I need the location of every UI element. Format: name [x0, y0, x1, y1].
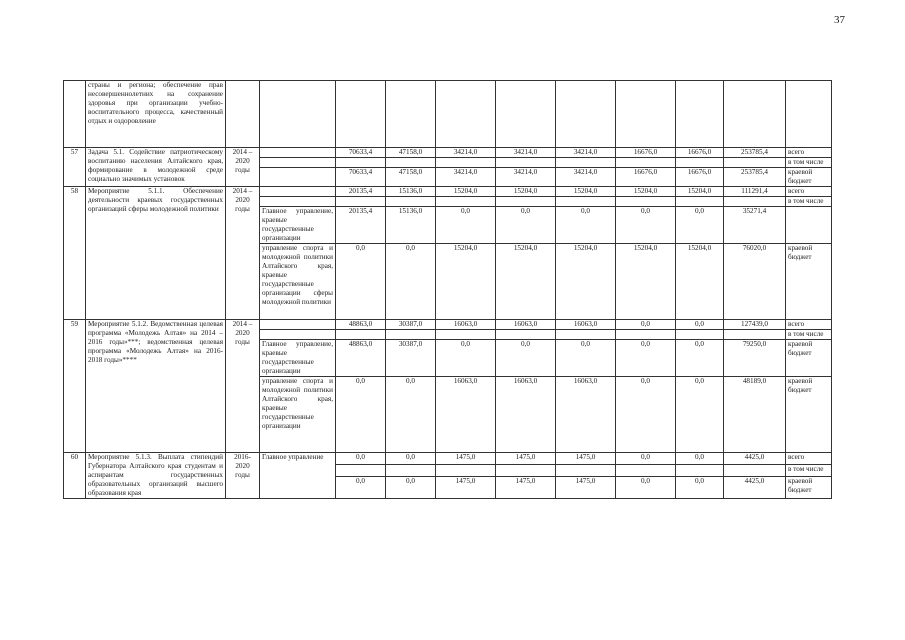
- row-number: 60: [64, 453, 86, 499]
- row-period: 2014 – 2020 годы: [226, 148, 260, 187]
- value-cell: 111291,4: [724, 187, 786, 197]
- value-cell: 16676,0: [616, 168, 676, 187]
- value-cell: 16676,0: [616, 148, 676, 158]
- value-cell: [556, 81, 616, 148]
- value-cell: [556, 197, 616, 207]
- value-cell: 34214,0: [556, 148, 616, 158]
- value-cell: 0,0: [556, 340, 616, 377]
- value-cell: 0,0: [676, 377, 724, 453]
- value-cell: 79250,0: [724, 340, 786, 377]
- funding-source: краевой бюджет: [786, 476, 832, 498]
- value-cell: 0,0: [496, 340, 556, 377]
- funding-source: всего: [786, 148, 832, 158]
- value-cell: [436, 158, 496, 168]
- value-cell: 0,0: [386, 476, 436, 498]
- value-cell: 0,0: [616, 476, 676, 498]
- program-table: [63, 80, 832, 499]
- value-cell: 1475,0: [436, 453, 496, 465]
- value-cell: 48189,0: [724, 377, 786, 453]
- row-executor: Главное управление, краевые государственные организации: [260, 340, 336, 377]
- value-cell: 0,0: [556, 207, 616, 244]
- row-executor: управление спорта и молодежной политики Алтайского края, краевые государственные организации сферы молодежной политики: [260, 244, 336, 320]
- funding-source: в том числе: [786, 464, 832, 476]
- row-period: 2016-2020 годы: [226, 453, 260, 499]
- value-cell: [616, 464, 676, 476]
- value-cell: 16063,0: [556, 377, 616, 453]
- row-executor: управление спорта и молодежной политики Алтайского края, краевые государственные организации: [260, 377, 336, 453]
- table-row: [64, 187, 832, 197]
- value-cell: 30387,0: [386, 340, 436, 377]
- value-cell: 127439,0: [724, 320, 786, 330]
- value-cell: [496, 330, 556, 340]
- value-cell: [616, 81, 676, 148]
- value-cell: 0,0: [676, 453, 724, 465]
- value-cell: 15204,0: [616, 187, 676, 197]
- value-cell: [724, 330, 786, 340]
- table-row: [64, 453, 832, 465]
- value-cell: [336, 158, 386, 168]
- value-cell: [386, 197, 436, 207]
- value-cell: [496, 158, 556, 168]
- value-cell: [724, 81, 786, 148]
- value-cell: 16676,0: [676, 168, 724, 187]
- value-cell: 0,0: [616, 320, 676, 330]
- value-cell: [724, 464, 786, 476]
- value-cell: [436, 81, 496, 148]
- value-cell: 35271,4: [724, 207, 786, 244]
- table-row: [64, 320, 832, 330]
- value-cell: 0,0: [676, 340, 724, 377]
- value-cell: 70633,4: [336, 148, 386, 158]
- funding-source: краевой бюджет: [786, 377, 832, 453]
- value-cell: 48863,0: [336, 340, 386, 377]
- funding-source: всего: [786, 320, 832, 330]
- value-cell: [336, 81, 386, 148]
- row-executor: Главное управление, краевые государственные организации: [260, 207, 336, 244]
- value-cell: 16676,0: [676, 148, 724, 158]
- value-cell: [556, 464, 616, 476]
- page-number: 37: [834, 14, 845, 26]
- row-executor: [260, 320, 336, 330]
- value-cell: 0,0: [676, 207, 724, 244]
- value-cell: [386, 158, 436, 168]
- row-period: 2014 – 2020 годы: [226, 320, 260, 453]
- value-cell: 15136,0: [386, 207, 436, 244]
- value-cell: 15204,0: [616, 244, 676, 320]
- value-cell: [616, 158, 676, 168]
- funding-source: всего: [786, 453, 832, 465]
- value-cell: 1475,0: [556, 476, 616, 498]
- value-cell: 76020,0: [724, 244, 786, 320]
- row-description: страны и региона; обеспечение прав несовершеннолетних на сохранение здоровья при организации учебно-воспитательного процесса, качественный отдых и оздоровление: [86, 81, 226, 148]
- funding-source: краевой бюджет: [786, 340, 832, 377]
- source-cell: [786, 81, 832, 148]
- value-cell: [616, 197, 676, 207]
- row-description: Задача 5.1. Содействие патриотическому воспитанию населения Алтайского края, формирование в молодежной среде социально значимых установок: [86, 148, 226, 187]
- row-description: Мероприятие 5.1.3. Выплата стипендий Губернатора Алтайского края студентам и аспирантам государственных образовательных организаций высшего образования края: [86, 453, 226, 499]
- value-cell: [336, 197, 386, 207]
- row-number: [64, 81, 86, 148]
- value-cell: [556, 330, 616, 340]
- value-cell: 0,0: [436, 207, 496, 244]
- row-executor: [260, 330, 336, 340]
- value-cell: 15204,0: [436, 187, 496, 197]
- value-cell: 0,0: [616, 377, 676, 453]
- value-cell: 15204,0: [556, 187, 616, 197]
- value-cell: 15204,0: [496, 244, 556, 320]
- value-cell: 0,0: [386, 453, 436, 465]
- value-cell: [436, 330, 496, 340]
- funding-source: в том числе: [786, 197, 832, 207]
- row-executor: [260, 197, 336, 207]
- table-row: [64, 81, 832, 148]
- row-executor: [260, 158, 336, 168]
- value-cell: 15204,0: [676, 244, 724, 320]
- funding-source: в том числе: [786, 158, 832, 168]
- row-number: 59: [64, 320, 86, 453]
- value-cell: 0,0: [436, 340, 496, 377]
- table-row: [64, 148, 832, 158]
- value-cell: 16063,0: [436, 320, 496, 330]
- row-period: [226, 81, 260, 148]
- value-cell: 253785,4: [724, 168, 786, 187]
- value-cell: 0,0: [386, 377, 436, 453]
- value-cell: 0,0: [616, 207, 676, 244]
- row-executor: [260, 81, 336, 148]
- value-cell: [386, 464, 436, 476]
- value-cell: 70633,4: [336, 168, 386, 187]
- value-cell: 34214,0: [496, 168, 556, 187]
- funding-source: краевой бюджет: [786, 244, 832, 320]
- value-cell: [676, 158, 724, 168]
- value-cell: 0,0: [496, 207, 556, 244]
- value-cell: 47158,0: [386, 168, 436, 187]
- value-cell: 0,0: [676, 320, 724, 330]
- row-period: 2014 – 2020 годы: [226, 187, 260, 320]
- value-cell: [386, 330, 436, 340]
- value-cell: 34214,0: [436, 168, 496, 187]
- value-cell: 15204,0: [436, 244, 496, 320]
- value-cell: 16063,0: [496, 320, 556, 330]
- value-cell: [676, 197, 724, 207]
- value-cell: 20135,4: [336, 207, 386, 244]
- value-cell: 0,0: [616, 453, 676, 465]
- value-cell: 1475,0: [436, 476, 496, 498]
- value-cell: 4425,0: [724, 453, 786, 465]
- value-cell: 253785,4: [724, 148, 786, 158]
- value-cell: [496, 197, 556, 207]
- value-cell: 20135,4: [336, 187, 386, 197]
- value-cell: 0,0: [616, 340, 676, 377]
- value-cell: [386, 81, 436, 148]
- value-cell: 1475,0: [496, 453, 556, 465]
- value-cell: 30387,0: [386, 320, 436, 330]
- value-cell: [436, 464, 496, 476]
- value-cell: 34214,0: [496, 148, 556, 158]
- table-body: [64, 81, 832, 499]
- row-description: Мероприятие 5.1.2. Ведомственная целевая программа «Молодежь Алтая» на 2014 – 2016 годы»***; ведомственная целевая программа «Молодежь Алтая» на 2016-2018 годы»****: [86, 320, 226, 453]
- funding-source: в том числе: [786, 330, 832, 340]
- row-description: Мероприятие 5.1.1. Обеспечение деятельности краевых государственных организаций сферы молодежной политики: [86, 187, 226, 320]
- value-cell: [724, 197, 786, 207]
- value-cell: 16063,0: [496, 377, 556, 453]
- value-cell: [616, 330, 676, 340]
- row-executor: [260, 148, 336, 158]
- value-cell: 34214,0: [436, 148, 496, 158]
- row-executor: [260, 187, 336, 197]
- value-cell: 15136,0: [386, 187, 436, 197]
- value-cell: 16063,0: [556, 320, 616, 330]
- value-cell: 16063,0: [436, 377, 496, 453]
- row-number: 57: [64, 148, 86, 187]
- value-cell: 1475,0: [496, 476, 556, 498]
- value-cell: 4425,0: [724, 476, 786, 498]
- value-cell: 15204,0: [496, 187, 556, 197]
- value-cell: [724, 158, 786, 168]
- value-cell: 0,0: [336, 476, 386, 498]
- value-cell: 0,0: [336, 244, 386, 320]
- value-cell: [676, 330, 724, 340]
- funding-source: всего: [786, 187, 832, 197]
- value-cell: 47158,0: [386, 148, 436, 158]
- value-cell: 1475,0: [556, 453, 616, 465]
- value-cell: 15204,0: [676, 187, 724, 197]
- value-cell: [676, 464, 724, 476]
- value-cell: [436, 197, 496, 207]
- value-cell: 0,0: [336, 377, 386, 453]
- value-cell: [336, 464, 386, 476]
- value-cell: [496, 81, 556, 148]
- value-cell: [556, 158, 616, 168]
- value-cell: 48863,0: [336, 320, 386, 330]
- row-number: 58: [64, 187, 86, 320]
- value-cell: 0,0: [386, 244, 436, 320]
- value-cell: 34214,0: [556, 168, 616, 187]
- row-executor: Главное управление: [260, 453, 336, 499]
- value-cell: 15204,0: [556, 244, 616, 320]
- value-cell: [676, 81, 724, 148]
- value-cell: 0,0: [676, 476, 724, 498]
- value-cell: [336, 330, 386, 340]
- funding-source: [786, 207, 832, 244]
- row-executor: [260, 168, 336, 187]
- funding-source: краевой бюджет: [786, 168, 832, 187]
- value-cell: [496, 464, 556, 476]
- value-cell: 0,0: [336, 453, 386, 465]
